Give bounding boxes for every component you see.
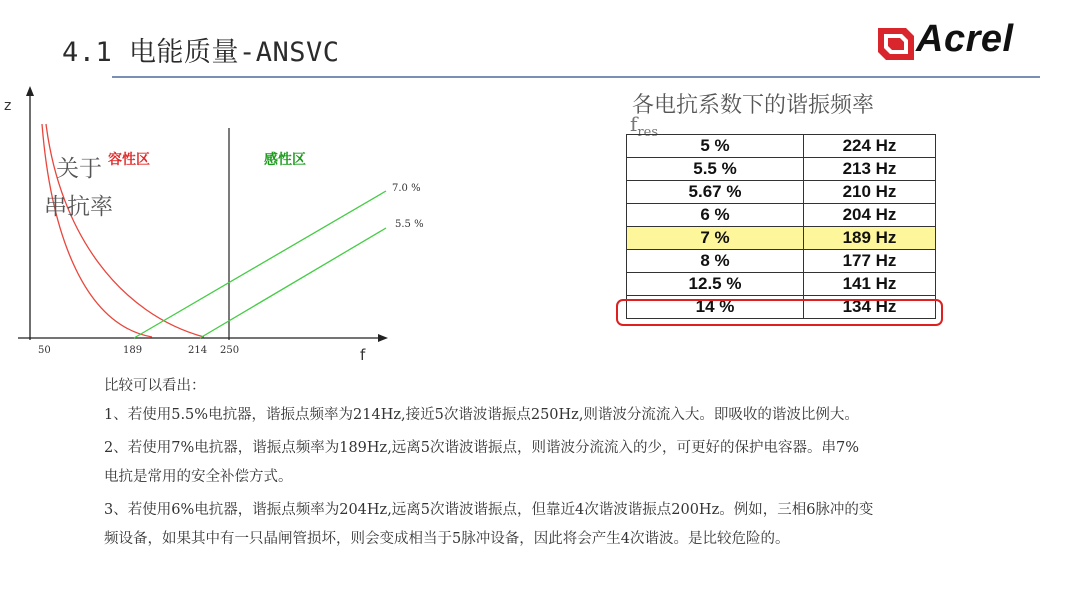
ratio-cell: 5.5 %: [627, 158, 804, 181]
frequency-cell: 213 Hz: [804, 158, 936, 181]
point-1: 1、若使用5.5%电抗器，谐振点频率为214Hz,接近5次谐波谐振点250Hz,则谐波分流流入大。即吸收的谐波比例大。: [104, 407, 859, 423]
table-title: 各电抗系数下的谐振频率: [632, 93, 875, 118]
region-inductive-label: 感性区: [264, 152, 306, 168]
resonance-table: [626, 134, 936, 319]
logo-text: Acrel: [916, 18, 1014, 60]
table-row: [627, 158, 936, 181]
line-label-7: 7.0 %: [392, 183, 421, 194]
ratio-cell: 8 %: [627, 250, 804, 273]
point-2-line-1: 2、若使用7%电抗器，谐振点频率为189Hz,远离5次谐波谐振点，则谐波分流流入的少，可更好的保护电容器。串7%: [104, 440, 860, 456]
point-2-line-2: 电抗是常用的安全补偿方式。: [104, 469, 293, 485]
x-axis-label: f: [360, 346, 366, 364]
region-capacitive-label: 容性区: [108, 152, 150, 168]
x-tick-189: 189: [123, 345, 143, 356]
note-line-1: 关于: [56, 156, 102, 182]
point-3-line-2: 频设备，如果其中有一只晶闸管损坏，则会变成相当于5脉冲设备，因此将会产生4次谐波。是比较危险的。: [104, 531, 790, 547]
line-label-5-5: 5.5 %: [395, 219, 424, 230]
subtitle-symbol: f: [630, 112, 638, 136]
frequency-cell: 177 Hz: [804, 250, 936, 273]
table-row: [627, 250, 936, 273]
title-divider: [112, 76, 1040, 78]
y-axis-arrow-icon: [26, 86, 34, 96]
page-title: 4.1 电能质量-ANSVC: [62, 37, 340, 68]
ratio-cell: 14 %: [627, 296, 804, 319]
subtitle-subscript: res: [637, 125, 658, 140]
x-tick-50: 50: [38, 345, 51, 356]
table-row: [627, 135, 936, 158]
explanation-text: [104, 372, 1034, 554]
ratio-cell: 12.5 %: [627, 273, 804, 296]
frequency-cell: 134 Hz: [804, 296, 936, 319]
ratio-cell: 6 %: [627, 204, 804, 227]
x-tick-250: 250: [220, 345, 240, 356]
note-line-2: 串抗率: [44, 194, 113, 220]
y-axis-label: z: [4, 98, 12, 114]
table-row: [627, 204, 936, 227]
ratio-cell: 7 %: [627, 227, 804, 250]
frequency-cell: 141 Hz: [804, 273, 936, 296]
table-row: [627, 273, 936, 296]
intro-text: 比较可以看出：: [104, 378, 206, 394]
table-row: [627, 181, 936, 204]
frequency-cell: 224 Hz: [804, 135, 936, 158]
point-3-line-1: 3、若使用6%电抗器，谐振点频率为204Hz,远离5次谐波谐振点，但靠近4次谐波谐振点200Hz。例如，三相6脉冲的变: [104, 502, 874, 518]
x-tick-214: 214: [188, 345, 208, 356]
impedance-frequency-diagram: [4, 84, 430, 370]
acrel-logo: [876, 18, 1044, 68]
frequency-cell: 210 Hz: [804, 181, 936, 204]
acrel-logo-icon: [876, 24, 916, 64]
table-row: [627, 227, 936, 250]
x-axis-arrow-icon: [378, 334, 388, 342]
inductive-line-7: [134, 191, 386, 338]
ratio-cell: 5 %: [627, 135, 804, 158]
ratio-cell: 5.67 %: [627, 181, 804, 204]
highlight-box-14-percent: [616, 299, 943, 326]
frequency-cell: 189 Hz: [804, 227, 936, 250]
frequency-cell: 204 Hz: [804, 204, 936, 227]
